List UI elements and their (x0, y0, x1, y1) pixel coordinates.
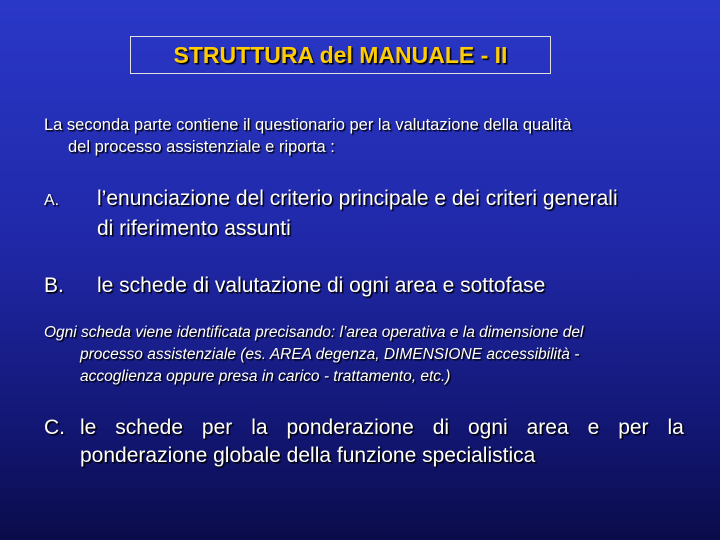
list-marker-b: B. (44, 274, 64, 297)
note-line-3: accoglienza oppure presa in carico - trattamento, etc.) (80, 368, 451, 385)
list-item-c-line-1: le schede per la ponderazione di ogni area e per la (80, 416, 684, 439)
list-item-a (44, 185, 694, 243)
note-line-1: Ogni scheda viene identificata precisando: l’area operativa e la dimensione del (44, 324, 584, 341)
list-item-b (44, 272, 694, 300)
intro-line-2: del processo assistenziale e riporta : (68, 138, 335, 156)
list-item-c-first (44, 414, 684, 442)
note-line-2: processo assistenziale (es. AREA degenza, DIMENSIONE accessibilità - (80, 346, 580, 363)
list-item-a-line-1: l’enunciazione del criterio principale e dei criteri generali (97, 187, 618, 210)
list-marker-c: C. (44, 416, 65, 439)
list-item-a-line-2: di riferimento assunti (97, 217, 291, 240)
title-box (130, 36, 551, 74)
intro-paragraph (44, 114, 694, 158)
list-item-b-text: le schede di valutazione di ogni area e sottofase (97, 274, 546, 297)
intro-line-1: La seconda parte contiene il questionario per la valutazione della qualità (44, 116, 572, 134)
note-paragraph (44, 322, 690, 388)
list-item-c (44, 414, 684, 470)
slide-title: STRUTTURA del MANUALE - II (173, 41, 508, 68)
list-item-c-row (44, 414, 684, 442)
list-marker-a: A. (44, 192, 60, 209)
list-item-c-line-2: ponderazione globale della funzione specialistica (80, 444, 536, 467)
